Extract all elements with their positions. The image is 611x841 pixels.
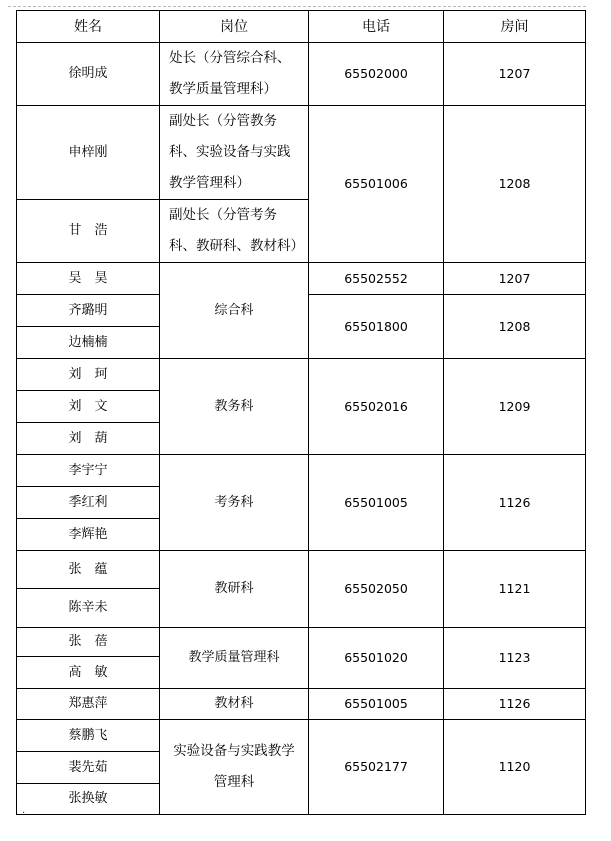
staff-room: 1123 [444, 628, 586, 689]
staff-name: 甘 浩 [17, 200, 160, 263]
staff-name: 刘 葫 [17, 423, 160, 455]
staff-room: 1207 [444, 263, 586, 295]
staff-directory-table [16, 10, 586, 815]
page-top-rule [8, 6, 586, 7]
staff-name: 张 蕴 [17, 551, 160, 589]
staff-post: 副处长（分管考务科、教研科、教材科） [160, 200, 309, 263]
staff-phone: 65501005 [309, 455, 444, 551]
staff-name: 李辉艳 [17, 519, 160, 551]
staff-phone: 65501006 [309, 106, 444, 263]
table-row [17, 263, 586, 295]
staff-post: 教学质量管理科 [160, 628, 309, 689]
staff-post: 综合科 [160, 263, 309, 359]
staff-post: 教务科 [160, 359, 309, 455]
page-footer-mark: · [22, 808, 26, 819]
header-post: 岗位 [160, 11, 309, 43]
staff-name: 郑惠萍 [17, 689, 160, 720]
staff-room: 1120 [444, 720, 586, 815]
staff-name: 高 敏 [17, 657, 160, 689]
staff-post: 处长（分管综合科、教学质量管理科） [160, 43, 309, 106]
staff-post: 教研科 [160, 551, 309, 628]
staff-name: 吴 昊 [17, 263, 160, 295]
staff-name: 徐明成 [17, 43, 160, 106]
staff-room: 1208 [444, 295, 586, 359]
table-row [17, 455, 586, 487]
table-row [17, 720, 586, 752]
staff-phone: 65502552 [309, 263, 444, 295]
staff-name: 刘 文 [17, 391, 160, 423]
table-row [17, 628, 586, 657]
staff-room: 1126 [444, 689, 586, 720]
staff-phone: 65502016 [309, 359, 444, 455]
staff-name: 张 蓓 [17, 628, 160, 657]
staff-room: 1207 [444, 43, 586, 106]
staff-name: 边楠楠 [17, 327, 160, 359]
staff-phone: 65502000 [309, 43, 444, 106]
staff-post: 副处长（分管教务科、实验设备与实践教学管理科） [160, 106, 309, 200]
staff-name: 李宇宁 [17, 455, 160, 487]
staff-room: 1209 [444, 359, 586, 455]
staff-room: 1208 [444, 106, 586, 263]
staff-name: 裴先茹 [17, 752, 160, 784]
table-row [17, 359, 586, 391]
staff-phone: 65502050 [309, 551, 444, 628]
table-row [17, 551, 586, 589]
staff-name: 齐璐明 [17, 295, 160, 327]
header-name: 姓名 [17, 11, 160, 43]
staff-post: 教材科 [160, 689, 309, 720]
table-row [17, 689, 586, 720]
staff-post: 考务科 [160, 455, 309, 551]
staff-post: 实验设备与实践教学管理科 [160, 720, 309, 815]
header-room: 房间 [444, 11, 586, 43]
staff-phone: 65501800 [309, 295, 444, 359]
staff-phone: 65502177 [309, 720, 444, 815]
staff-name: 张换敏 [17, 784, 160, 815]
staff-name: 蔡鹏飞 [17, 720, 160, 752]
staff-name: 刘 珂 [17, 359, 160, 391]
staff-name: 季红利 [17, 487, 160, 519]
staff-room: 1126 [444, 455, 586, 551]
staff-name: 申梓刚 [17, 106, 160, 200]
table-row [17, 106, 586, 200]
table-row [17, 43, 586, 106]
staff-name: 陈辛未 [17, 589, 160, 628]
staff-phone: 65501005 [309, 689, 444, 720]
header-phone: 电话 [309, 11, 444, 43]
staff-phone: 65501020 [309, 628, 444, 689]
staff-room: 1121 [444, 551, 586, 628]
table-header-row [17, 11, 586, 43]
